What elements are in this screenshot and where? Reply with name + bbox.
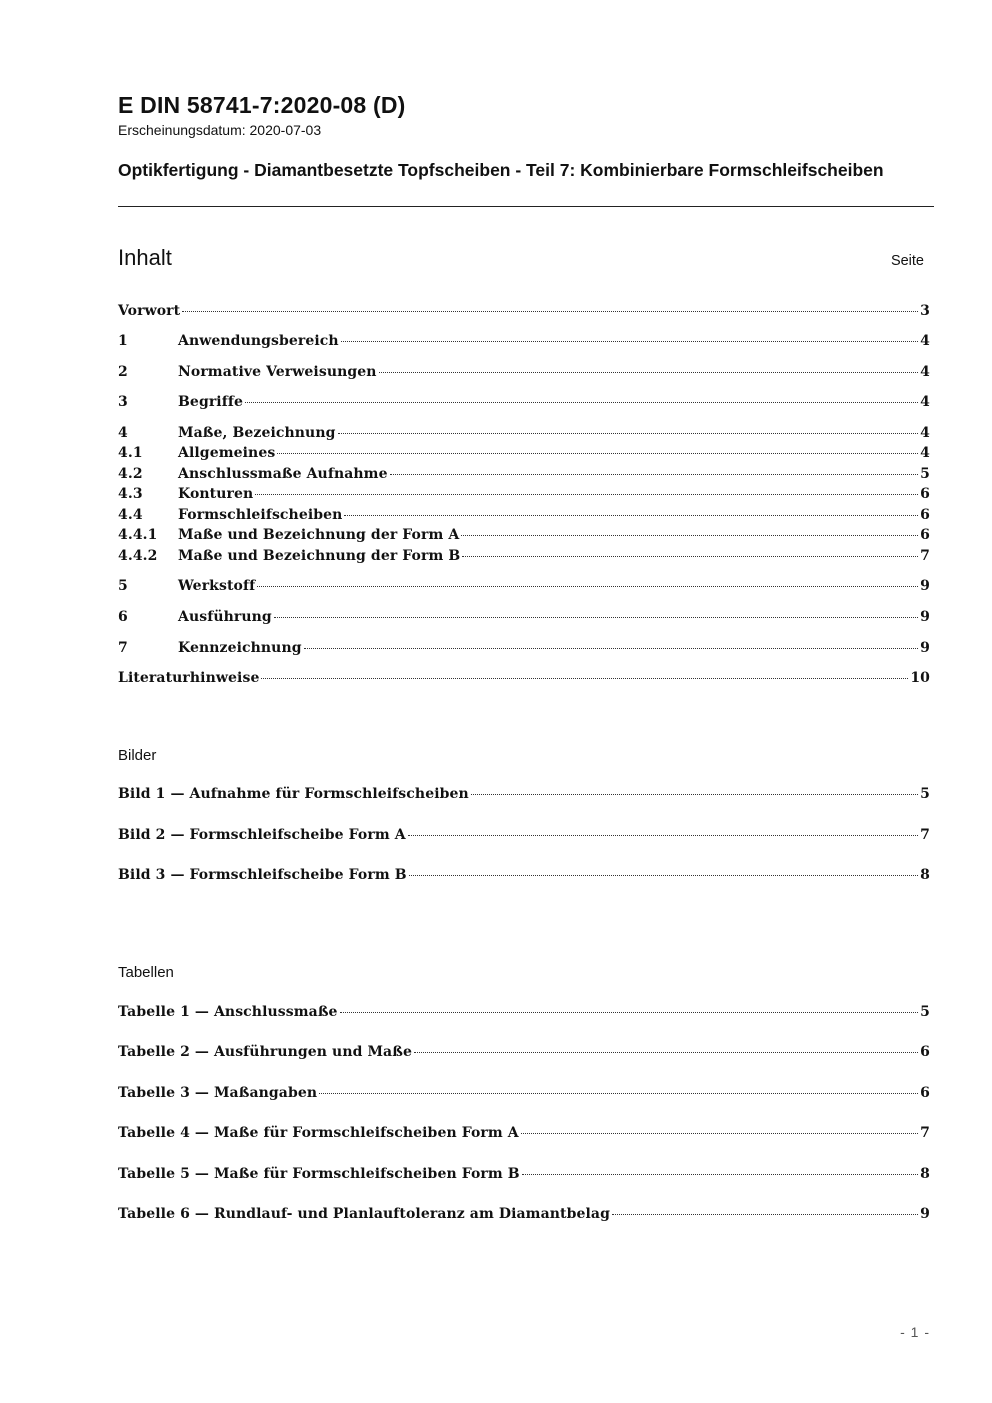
dot-leader: [261, 678, 908, 679]
toc-entry-number: 4.4.2: [118, 548, 158, 564]
tables-entry-title: Tabelle 2 — Ausführungen und Maße: [118, 1044, 412, 1060]
dot-leader: [522, 1174, 918, 1175]
tables-entry-title: Tabelle 6 — Rundlauf- und Planlauftoleranz am Diamantbelag: [118, 1206, 610, 1222]
dot-leader: [274, 617, 918, 618]
tables-entry[interactable]: [118, 1125, 930, 1145]
toc-entry-title: Maße und Bezeichnung der Form B: [178, 548, 461, 564]
dot-leader: [414, 1052, 918, 1053]
tables-entry-page: 5: [920, 1004, 930, 1020]
dot-leader: [471, 794, 918, 795]
tables-entry-title: Tabelle 4 — Maße für Formschleifscheiben Form A: [118, 1125, 519, 1141]
toc-entry[interactable]: [118, 303, 930, 323]
figures-entry[interactable]: [118, 827, 930, 847]
toc-entry[interactable]: [118, 578, 930, 598]
tables-entry-title: Tabelle 1 — Anschlussmaße: [118, 1004, 338, 1020]
toc-entry[interactable]: [118, 364, 930, 384]
toc-entry[interactable]: [118, 333, 930, 353]
figures-heading: Bilder: [118, 747, 157, 764]
toc-entry-page: 3: [920, 303, 930, 319]
toc-entry[interactable]: [118, 527, 930, 547]
toc-entry-title: Vorwort: [118, 303, 181, 319]
document-id: E DIN 58741-7:2020-08 (D): [118, 92, 406, 118]
toc-entry-title: Allgemeines: [178, 445, 276, 461]
figures-entry[interactable]: [118, 867, 930, 887]
tables-entry-page: 9: [920, 1206, 930, 1222]
tables-entry[interactable]: [118, 1004, 930, 1024]
toc-entry[interactable]: [118, 640, 930, 660]
figures-entry[interactable]: [118, 786, 930, 806]
toc-entry-title: Werkstoff: [178, 578, 256, 594]
figures-entry-page: 5: [920, 786, 930, 802]
toc-entry-title: Maße, Bezeichnung: [178, 425, 336, 441]
toc-heading: Inhalt: [118, 245, 172, 270]
tables-entry-title: Tabelle 5 — Maße für Formschleifscheiben Form B: [118, 1166, 520, 1182]
toc-entry-number: 4.4: [118, 507, 143, 523]
dot-leader: [344, 515, 918, 516]
figures-entry-title: Bild 1 — Aufnahme für Formschleifscheiben: [118, 786, 469, 802]
dot-leader: [341, 341, 918, 342]
toc-entry-page: 6: [920, 507, 930, 523]
figures-entry-page: 8: [920, 867, 930, 883]
dot-leader: [257, 586, 918, 587]
toc-entry[interactable]: [118, 507, 930, 527]
toc-entry-title: Anschlussmaße Aufnahme: [178, 466, 388, 482]
toc-entry-number: 5: [118, 578, 128, 594]
toc-entry-title: Formschleifscheiben: [178, 507, 343, 523]
toc-entry-page: 6: [920, 527, 930, 543]
toc-entry-number: 4.3: [118, 486, 143, 502]
tables-entry-page: 8: [920, 1166, 930, 1182]
toc-entry-title: Begriffe: [178, 394, 243, 410]
publication-date: Erscheinungsdatum: 2020-07-03: [118, 122, 322, 138]
toc-entry-title: Anwendungsbereich: [178, 333, 339, 349]
toc-entry-page: 4: [920, 425, 930, 441]
dot-leader: [409, 875, 918, 876]
dot-leader: [245, 402, 918, 403]
toc-entry[interactable]: [118, 466, 930, 486]
toc-entry[interactable]: [118, 670, 930, 690]
toc-entry-number: 1: [118, 333, 128, 349]
tables-entry[interactable]: [118, 1166, 930, 1186]
toc-entry[interactable]: [118, 394, 930, 414]
toc-entry-title: Kennzeichnung: [178, 640, 302, 656]
figures-entry-page: 7: [920, 827, 930, 843]
tables-entry-title: Tabelle 3 — Maßangaben: [118, 1085, 318, 1101]
dot-leader: [182, 311, 918, 312]
dot-leader: [340, 1012, 919, 1013]
toc-entry[interactable]: [118, 425, 930, 445]
dot-leader: [319, 1093, 918, 1094]
tables-entry[interactable]: [118, 1206, 930, 1226]
toc-entry-title: Normative Verweisungen: [178, 364, 377, 380]
toc-entry-page: 6: [920, 486, 930, 502]
toc-entry-page: 4: [920, 333, 930, 349]
tables-entry[interactable]: [118, 1085, 930, 1105]
title-divider: [118, 206, 934, 207]
dot-leader: [521, 1133, 918, 1134]
toc-entry-page: 7: [920, 548, 930, 564]
toc-entry-page: 4: [920, 445, 930, 461]
toc-entry-title: Konturen: [178, 486, 254, 502]
dot-leader: [379, 372, 919, 373]
tables-entry-page: 7: [920, 1125, 930, 1141]
dot-leader: [408, 835, 918, 836]
figures-entry-title: Bild 3 — Formschleifscheibe Form B: [118, 867, 407, 883]
toc-entry-number: 4.2: [118, 466, 143, 482]
toc-entry-number: 4.4.1: [118, 527, 158, 543]
dot-leader: [277, 453, 918, 454]
toc-entry-title: Literaturhinweise: [118, 670, 260, 686]
toc-entry-title: Ausführung: [178, 609, 272, 625]
tables-entry[interactable]: [118, 1044, 930, 1064]
tables-entry-page: 6: [920, 1085, 930, 1101]
document-title: Optikfertigung - Diamantbesetzte Topfscheiben - Teil 7: Kombinierbare Formschleifscheiben: [118, 160, 884, 180]
toc-entry-page: 9: [920, 609, 930, 625]
dot-leader: [462, 556, 918, 557]
toc-entry[interactable]: [118, 445, 930, 465]
tables-heading: Tabellen: [118, 964, 174, 981]
toc-entry-number: 7: [118, 640, 128, 656]
dot-leader: [461, 535, 918, 536]
figures-entry-title: Bild 2 — Formschleifscheibe Form A: [118, 827, 406, 843]
page-number: - 1 -: [900, 1324, 930, 1340]
toc-entry-page: 9: [920, 578, 930, 594]
toc-entry-page: 10: [910, 670, 930, 686]
toc-entry-number: 4: [118, 425, 128, 441]
toc-entry[interactable]: [118, 486, 930, 506]
toc-entry-number: 3: [118, 394, 128, 410]
toc-entry-title: Maße und Bezeichnung der Form A: [178, 527, 460, 543]
page-column-label: Seite: [890, 253, 924, 269]
tables-entry-page: 6: [920, 1044, 930, 1060]
toc-entry-number: 2: [118, 364, 128, 380]
dot-leader: [304, 648, 919, 649]
toc-entry-page: 4: [920, 394, 930, 410]
toc-entry[interactable]: [118, 548, 930, 568]
toc-entry-page: 9: [920, 640, 930, 656]
dot-leader: [612, 1214, 918, 1215]
dot-leader: [338, 433, 919, 434]
toc-entry-number: 6: [118, 609, 128, 625]
toc-entry[interactable]: [118, 609, 930, 629]
toc-entry-number: 4.1: [118, 445, 143, 461]
dot-leader: [390, 474, 919, 475]
toc-entry-page: 5: [920, 466, 930, 482]
dot-leader: [255, 494, 918, 495]
toc-entry-page: 4: [920, 364, 930, 380]
